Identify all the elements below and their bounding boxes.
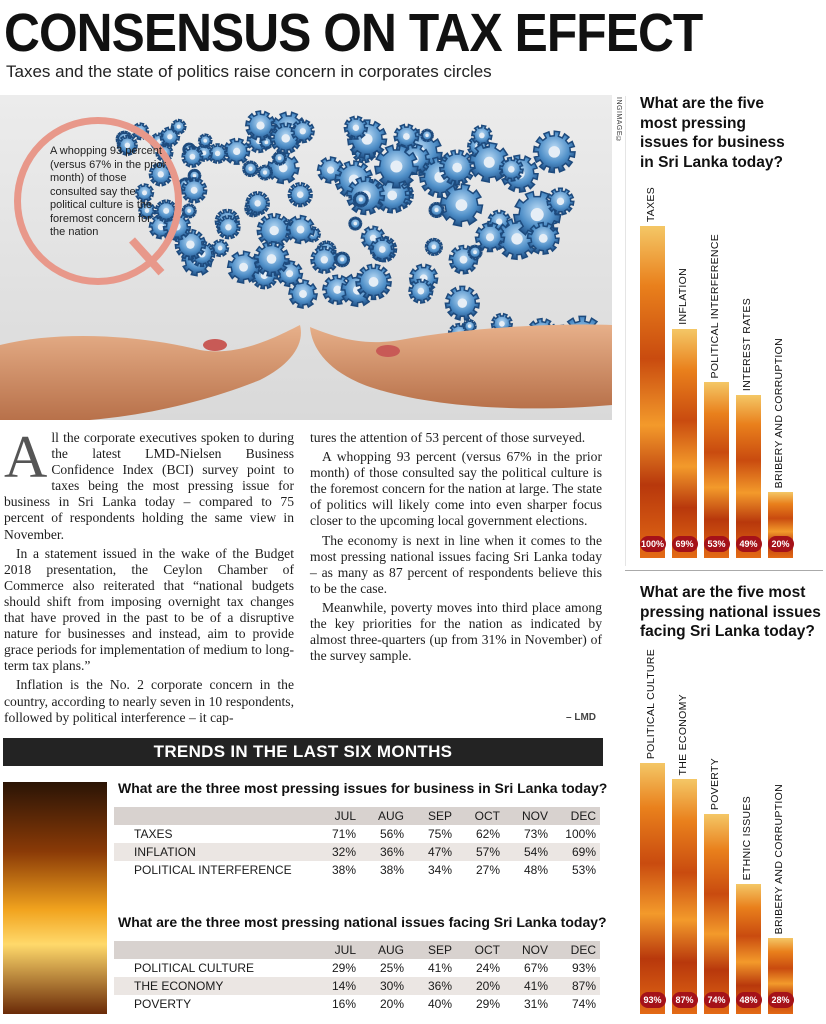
- month-header: JUL: [334, 809, 356, 823]
- month-header: SEP: [427, 943, 452, 957]
- table-row: [114, 843, 600, 861]
- table-cell: 38%: [379, 863, 404, 877]
- photo-credit: INGIMAGE©: [615, 97, 622, 144]
- month-header: DEC: [570, 943, 596, 957]
- table-row: [114, 977, 600, 995]
- table-cell: 53%: [571, 863, 596, 877]
- national-trends-question: What are the three most pressing national issues facing Sri Lanka today?: [118, 914, 607, 930]
- table-cell: 38%: [331, 863, 356, 877]
- national-trends-table: [114, 941, 600, 1013]
- bar-category-label: BRIBERY AND CORRUPTION: [773, 784, 785, 935]
- month-header: NOV: [521, 809, 548, 823]
- percent-badge: 100%: [640, 536, 666, 552]
- bar-political-interference: [704, 382, 729, 558]
- article-paragraph: The economy is next in line when it comes to the most pressing national issues facing Sri Lanka today – as many as 87 percent of respondents believe this to be the case.: [310, 532, 602, 596]
- percent-badge: 69%: [672, 536, 698, 552]
- bar-taxes: [640, 226, 665, 558]
- table-cell: 16%: [331, 997, 356, 1011]
- percent-badge: 74%: [704, 992, 730, 1008]
- business-trends-table: [114, 807, 600, 879]
- table-cell: 20%: [379, 997, 404, 1011]
- month-header: SEP: [427, 809, 452, 823]
- table-cell: 30%: [379, 979, 404, 993]
- bar-category-label: TAXES: [645, 187, 657, 223]
- table-header-row: [114, 807, 600, 825]
- table-cell: 69%: [571, 845, 596, 859]
- table-cell: 41%: [427, 961, 452, 975]
- bar-inflation: [672, 329, 697, 558]
- bar-category-label: INTEREST RATES: [741, 298, 753, 392]
- table-cell: 57%: [475, 845, 500, 859]
- article-paragraph: All the corporate executives spoken to during the latest LMD-Nielsen Business Confidence Index (BCI) survey point to taxes being the most pressing issue for business in Sri Lanka today – compared to 75 percent of respondents holding the same view in November.: [4, 424, 294, 542]
- month-header: AUG: [377, 809, 404, 823]
- row-label: INFLATION: [134, 845, 196, 859]
- bar-category-label: POLITICAL CULTURE: [645, 648, 657, 760]
- article-paragraph: Meanwhile, poverty moves into third place among the key priorities for the nation as indicated by almost three-quarters (up from 31% in November) of the survey sample.: [310, 599, 602, 664]
- table-cell: 56%: [379, 827, 404, 841]
- table-cell: 40%: [427, 997, 452, 1011]
- table-cell: 32%: [331, 845, 356, 859]
- article-paragraph: Inflation is the No. 2 corporate concern in the country, according to nearly seven in 10 respondents, followed by political interference – it cap-: [4, 677, 294, 725]
- pull-quote: A whopping 93 percent (versus 67% in the prior month) of those consulted say the political culture is the foremost concern for the nation: [50, 145, 167, 238]
- percent-badge: 93%: [640, 992, 666, 1008]
- table-cell: 54%: [523, 845, 548, 859]
- table-header-row: [114, 941, 600, 959]
- bar-category-label: POVERTY: [709, 758, 721, 811]
- headline: CONSENSUS ON TAX EFFECT: [4, 3, 703, 63]
- table-cell: 29%: [475, 997, 500, 1011]
- row-label: POVERTY: [134, 997, 192, 1011]
- percent-badge: 49%: [736, 536, 762, 552]
- business-chart-title: What are the five most pressing issues for business in Sri Lanka today?: [640, 95, 785, 171]
- article-column-2: [310, 430, 602, 667]
- table-cell: 41%: [523, 979, 548, 993]
- bar-category-label: THE ECONOMY: [677, 694, 689, 776]
- table-cell: 67%: [523, 961, 548, 975]
- table-cell: 71%: [331, 827, 356, 841]
- table-row: [114, 959, 600, 977]
- month-header: AUG: [377, 943, 404, 957]
- bar-poverty: [704, 814, 729, 1014]
- row-label: THE ECONOMY: [134, 979, 224, 993]
- table-cell: 75%: [427, 827, 452, 841]
- percent-badge: 87%: [672, 992, 698, 1008]
- month-header: NOV: [521, 943, 548, 957]
- national-chart-title: What are the five most pressing national issues facing Sri Lanka today?: [640, 584, 821, 640]
- table-row: [114, 825, 600, 843]
- table-cell: 20%: [475, 979, 500, 993]
- bar-category-label: POLITICAL INTERFERENCE: [709, 234, 721, 379]
- table-cell: 48%: [523, 863, 548, 877]
- bar-the-economy: [672, 779, 697, 1014]
- business-trends-question: What are the three most pressing issues for business in Sri Lanka today?: [118, 780, 608, 796]
- percent-badge: 48%: [736, 992, 762, 1008]
- table-cell: 24%: [475, 961, 500, 975]
- fire-coins-image: [3, 782, 107, 1014]
- table-cell: 74%: [571, 997, 596, 1011]
- table-cell: 87%: [571, 979, 596, 993]
- table-cell: 31%: [523, 997, 548, 1011]
- row-label: POLITICAL INTERFERENCE: [134, 863, 292, 877]
- percent-badge: 28%: [768, 992, 794, 1008]
- table-cell: 73%: [523, 827, 548, 841]
- table-cell: 36%: [379, 845, 404, 859]
- trends-title: TRENDS IN THE LAST SIX MONTHS: [3, 738, 603, 766]
- table-row: [114, 995, 600, 1013]
- column-divider: [625, 96, 626, 566]
- drop-cap: A: [4, 424, 48, 490]
- bar-category-label: INFLATION: [677, 267, 689, 325]
- percent-badge: 53%: [704, 536, 730, 552]
- month-header: OCT: [474, 809, 500, 823]
- bar-political-culture: [640, 763, 665, 1014]
- table-cell: 93%: [571, 961, 596, 975]
- month-header: JUL: [334, 943, 356, 957]
- row-label: TAXES: [134, 827, 173, 841]
- bar-interest-rates: [736, 395, 761, 558]
- month-header: OCT: [474, 943, 500, 957]
- row-label: POLITICAL CULTURE: [134, 961, 255, 975]
- table-cell: 29%: [331, 961, 356, 975]
- article-column-1: [4, 424, 294, 729]
- month-header: DEC: [570, 809, 596, 823]
- table-cell: 62%: [475, 827, 500, 841]
- chart-separator: [625, 570, 823, 571]
- article-paragraph: A whopping 93 percent (versus 67% in the prior month) of those consulted say the political culture is the foremost concern for the nation at large. The state of politics will likely come into even sharper focus closer to the upcoming local government elections.: [310, 449, 602, 529]
- table-cell: 34%: [427, 863, 452, 877]
- table-row: [114, 861, 600, 879]
- table-cell: 14%: [331, 979, 356, 993]
- signoff: – LMD: [566, 712, 596, 723]
- table-cell: 36%: [427, 979, 452, 993]
- subheadline: Taxes and the state of politics raise concern in corporates circles: [6, 62, 492, 81]
- bar-category-label: BRIBERY AND CORRUPTION: [773, 337, 785, 488]
- table-cell: 25%: [379, 961, 404, 975]
- percent-badge: 20%: [768, 536, 794, 552]
- article-paragraph: In a statement issued in the wake of the Budget 2018 presentation, the Ceylon Chamber of Commerce also reiterated that “national budgets should shift from imposing overnight tax changes that have proved in the past to be of a disruptive nature for businesses and instead, aim to provide grace periods for implementation of medium to long-term tax plans.”: [4, 545, 294, 674]
- bar-category-label: ETHNIC ISSUES: [741, 796, 753, 881]
- table-cell: 100%: [565, 827, 596, 841]
- table-cell: 47%: [427, 845, 452, 859]
- article-paragraph: tures the attention of 53 percent of those surveyed.: [310, 430, 586, 445]
- table-cell: 27%: [475, 863, 500, 877]
